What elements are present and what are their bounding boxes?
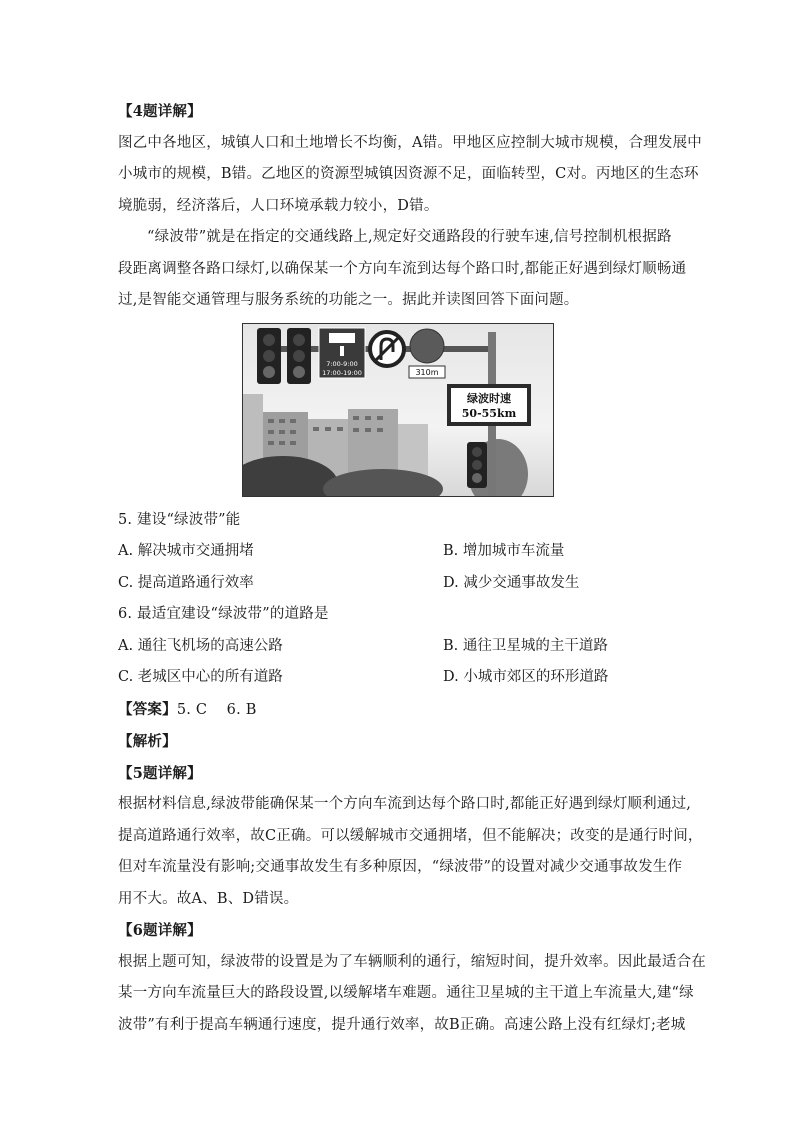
section5-line-1: 根据材料信息,绿波带能确保某一个方向车流到达每个路口时,都能正好遇到绿灯顺利通过,: [118, 796, 692, 812]
q5-option-a: A. 解决城市交通拥堵: [118, 543, 254, 559]
green-wave-speed: 50-55km: [461, 406, 517, 420]
section4-line-1: 图乙中各地区，城镇人口和土地增长不均衡，A错。甲地区应控制大城市规模，合理发展中: [118, 134, 702, 151]
green-wave-title: 绿波时速: [467, 391, 511, 405]
section6-line-1: 根据上题可知，绿波带的设置是为了车辆顺利的通行，缩短时间，提升效率。因此最适合在: [118, 953, 706, 970]
traffic-sign-illustration: [243, 324, 553, 496]
sign-time-2: 17:00-19:00: [322, 368, 362, 377]
q6-options-row-2: [118, 662, 678, 694]
q5-stem: 5. 建设“绿波带”能: [118, 511, 241, 528]
answer-line: [118, 694, 678, 727]
section5-heading: 【5题详解】: [118, 764, 202, 782]
section4-line-3: 境脆弱，经济落后，人口环境承载力较小，D错。: [118, 197, 439, 214]
q6-option-a: A. 通往飞机场的高速公路: [118, 637, 283, 654]
q5-option-b: B. 增加城市车流量: [443, 543, 565, 559]
section4-heading: 【4题详解】: [118, 103, 202, 120]
q5-option-d: D. 减少交通事故发生: [443, 574, 580, 591]
section5-line-3: 但对车流量没有影响;交通事故发生有多种原因，“绿波带”的设置对减少交通事故发生作: [118, 859, 683, 875]
q6-option-b: B. 通往卫星城的主干道路: [443, 637, 608, 654]
section5-line-4: 用不大。故A、B、D错误。: [118, 890, 299, 907]
answer-text: 5. C 6. B: [176, 701, 257, 718]
intro-line-3: 过,是智能交通管理与服务系统的功能之一。据此并读图回答下面问题。: [118, 292, 579, 308]
section5-line-2: 提高道路通行效率，故C正确。可以缓解城市交通拥堵，但不能解决；改变的是通行时间，: [118, 827, 703, 844]
section6-line-3: 波带”有利于提高车辆通行速度，提升通行效率，故B正确。高速公路上没有红绿灯;老城: [118, 1016, 686, 1033]
q5-options-row-2: [118, 568, 678, 600]
section4-line-2: 小城市的规模，B错。乙地区的资源型城镇因资源不足，面临转型，C对。丙地区的生态环: [118, 166, 699, 182]
q5-options-row-1: [118, 536, 678, 568]
q6-option-d: D. 小城市郊区的环形道路: [443, 669, 609, 685]
q6-stem: 6. 最适宜建设“绿波带”的道路是: [118, 606, 329, 622]
document-page: [118, 96, 706, 1041]
q6-option-c: C. 老城区中心的所有道路: [118, 669, 283, 685]
q5-option-c: C. 提高道路通行效率: [118, 574, 254, 591]
intro-line-2: 段距离调整各路口绿灯,以确保某一个方向车流到达每个路口时,都能正好遇到绿灯顺畅通: [118, 260, 687, 277]
distance-label: 310m: [415, 367, 439, 377]
section6-line-2: 某一方向车流量巨大的路段设置,以缓解堵车难题。通往卫星城的主干道上车流量大,建“绿: [118, 985, 694, 1001]
traffic-sign-photo: [242, 323, 554, 497]
q6-options-row-1: [118, 631, 678, 663]
answer-label: 【答案】: [118, 700, 177, 718]
section6-heading: 【6题详解】: [118, 922, 202, 939]
sign-time-1: 7:00-9:00: [326, 359, 358, 368]
intro-line-1: “绿波带”就是在指定的交通线路上,规定好交通路段的行驶车速,信号控制机根据路: [147, 229, 672, 245]
analysis-heading: 【解析】: [118, 733, 177, 750]
